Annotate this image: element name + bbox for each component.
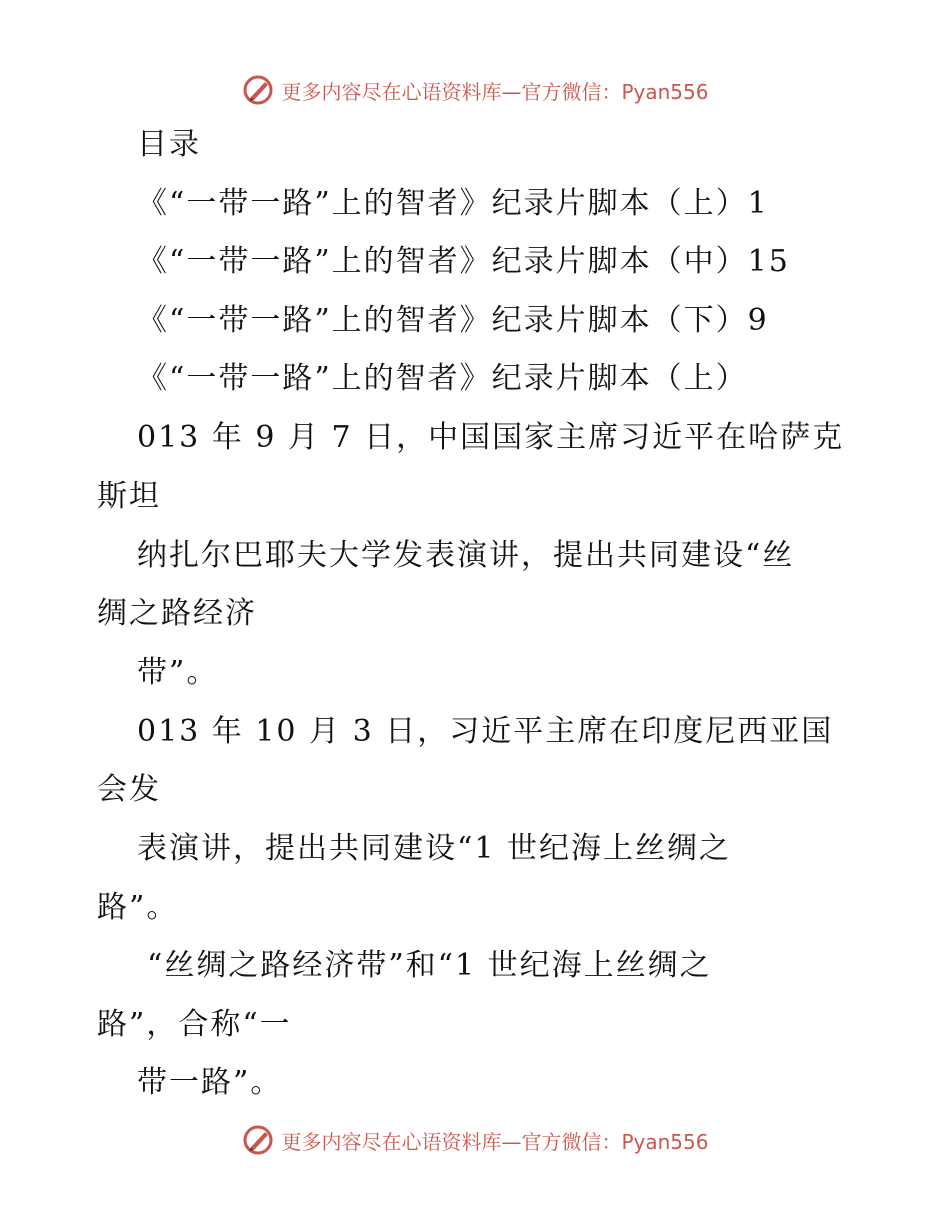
paragraph-line: 会发 (97, 772, 161, 807)
paragraph-line: “丝绸之路经济带”和“1 世纪海上丝绸之 (147, 948, 712, 983)
paragraph-line: 013 年 9 月 7 日，中国国家主席习近平在哈萨克 (137, 420, 845, 455)
watermark-banner-bottom (0, 1120, 950, 1160)
paragraph-line: 表演讲，提出共同建设“1 世纪海上丝绸之 (137, 831, 731, 866)
paragraph-line: 带一路”。 (137, 1065, 283, 1100)
paragraph-line: 纳扎尔巴耶夫大学发表演讲，提出共同建设“丝 (137, 538, 795, 573)
paragraph-line: 路”。 (97, 890, 179, 925)
paragraph-line: 斯坦 (97, 479, 161, 514)
watermark-text: 更多内容尽在心语资料库—官方微信：Pyan556 (281, 1129, 709, 1154)
watermark-text: 更多内容尽在心语资料库—官方微信：Pyan556 (281, 79, 709, 104)
pen-logo-icon (241, 1123, 275, 1157)
toc-entry: 《“一带一路”上的智者》纪录片脚本（上）1 (137, 186, 769, 221)
paragraph-line: 013 年 10 月 3 日，习近平主席在印度尼西亚国 (137, 714, 834, 749)
toc-entry: 《“一带一路”上的智者》纪录片脚本（下）9 (137, 303, 769, 338)
section-heading: 《“一带一路”上的智者》纪录片脚本（上） (137, 361, 748, 396)
paragraph-line: 带”。 (137, 655, 219, 690)
paragraph-line: 绸之路经济 (97, 596, 257, 631)
paragraph-line: 路”，合称“一 (97, 1007, 292, 1042)
toc-heading: 目录 (137, 127, 201, 162)
toc-entry: 《“一带一路”上的智者》纪录片脚本（中）15 (137, 244, 790, 279)
